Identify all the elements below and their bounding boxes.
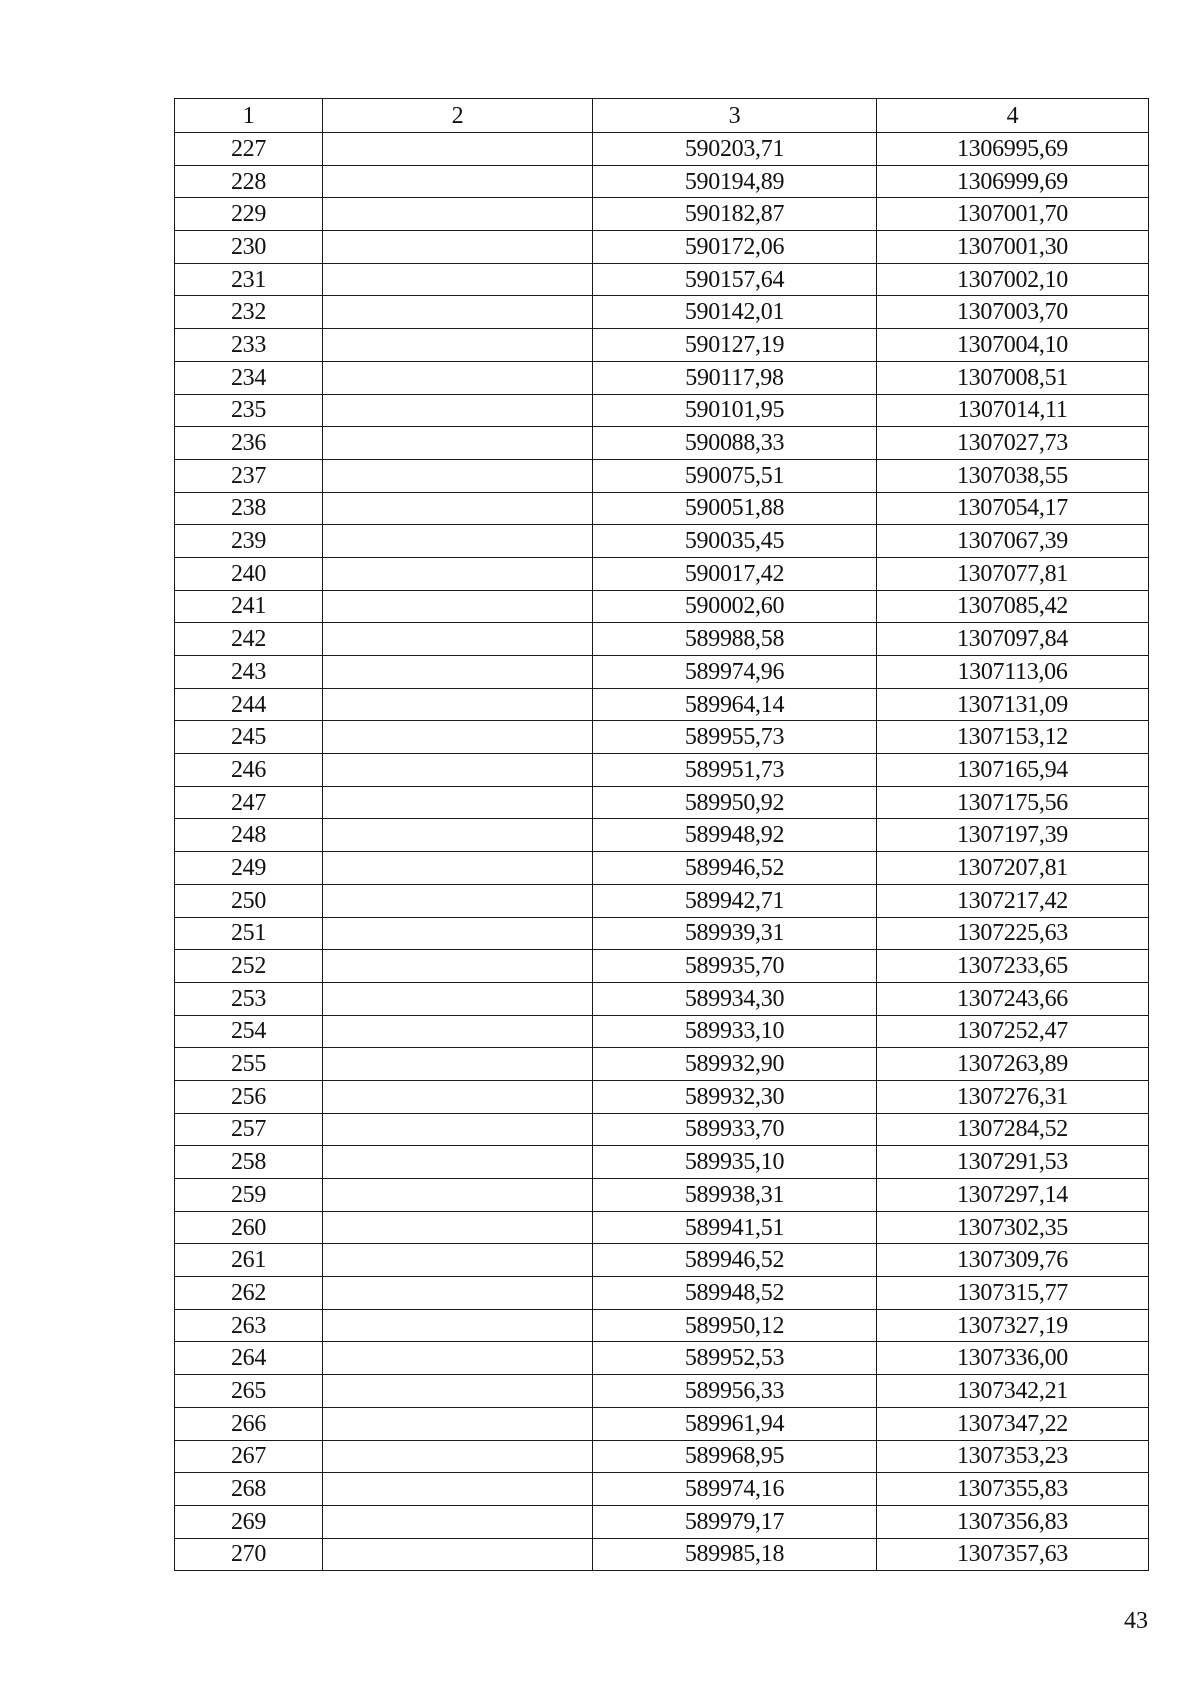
table-row: [175, 557, 1149, 590]
point-number-cell: 253: [175, 982, 323, 1015]
description-cell: [323, 394, 593, 427]
point-number-cell: 262: [175, 1277, 323, 1310]
y-coordinate-cell: 1307309,76: [877, 1244, 1149, 1277]
y-coordinate-cell: 1307197,39: [877, 819, 1149, 852]
description-cell: [323, 1473, 593, 1506]
table-row: [175, 590, 1149, 623]
table-row: [175, 1048, 1149, 1081]
y-coordinate-cell: 1307001,30: [877, 231, 1149, 264]
column-header-2: 2: [323, 99, 593, 133]
x-coordinate-cell: 590075,51: [593, 459, 877, 492]
description-cell: [323, 852, 593, 885]
y-coordinate-cell: 1307356,83: [877, 1505, 1149, 1538]
table-row: [175, 1146, 1149, 1179]
description-cell: [323, 1309, 593, 1342]
y-coordinate-cell: 1307077,81: [877, 557, 1149, 590]
x-coordinate-cell: 590101,95: [593, 394, 877, 427]
x-coordinate-cell: 589950,92: [593, 786, 877, 819]
point-number-cell: 254: [175, 1015, 323, 1048]
y-coordinate-cell: 1307207,81: [877, 852, 1149, 885]
table-row: [175, 721, 1149, 754]
x-coordinate-cell: 589935,70: [593, 950, 877, 983]
x-coordinate-cell: 590142,01: [593, 296, 877, 329]
x-coordinate-cell: 589985,18: [593, 1538, 877, 1571]
x-coordinate-cell: 589942,71: [593, 884, 877, 917]
x-coordinate-cell: 590017,42: [593, 557, 877, 590]
y-coordinate-cell: 1307302,35: [877, 1211, 1149, 1244]
y-coordinate-cell: 1307353,23: [877, 1440, 1149, 1473]
x-coordinate-cell: 589951,73: [593, 754, 877, 787]
table-row: [175, 427, 1149, 460]
description-cell: [323, 1211, 593, 1244]
description-cell: [323, 361, 593, 394]
description-cell: [323, 1440, 593, 1473]
table-row: [175, 852, 1149, 885]
x-coordinate-cell: 589939,31: [593, 917, 877, 950]
y-coordinate-cell: 1307002,10: [877, 263, 1149, 296]
table-row: [175, 1538, 1149, 1571]
y-coordinate-cell: 1307291,53: [877, 1146, 1149, 1179]
y-coordinate-cell: 1307008,51: [877, 361, 1149, 394]
description-cell: [323, 688, 593, 721]
description-cell: [323, 1015, 593, 1048]
table-row: [175, 394, 1149, 427]
description-cell: [323, 1505, 593, 1538]
point-number-cell: 242: [175, 623, 323, 656]
point-number-cell: 268: [175, 1473, 323, 1506]
y-coordinate-cell: 1307004,10: [877, 329, 1149, 362]
coordinates-table: [174, 98, 1149, 1571]
point-number-cell: 267: [175, 1440, 323, 1473]
x-coordinate-cell: 589933,10: [593, 1015, 877, 1048]
y-coordinate-cell: 1307067,39: [877, 525, 1149, 558]
table-row: [175, 165, 1149, 198]
x-coordinate-cell: 589933,70: [593, 1113, 877, 1146]
point-number-cell: 252: [175, 950, 323, 983]
point-number-cell: 249: [175, 852, 323, 885]
x-coordinate-cell: 589946,52: [593, 1244, 877, 1277]
column-header-3: 3: [593, 99, 877, 133]
x-coordinate-cell: 589964,14: [593, 688, 877, 721]
page-number: 43: [1124, 1608, 1148, 1634]
point-number-cell: 264: [175, 1342, 323, 1375]
description-cell: [323, 1244, 593, 1277]
table-row: [175, 263, 1149, 296]
y-coordinate-cell: 1307131,09: [877, 688, 1149, 721]
y-coordinate-cell: 1306999,69: [877, 165, 1149, 198]
point-number-cell: 234: [175, 361, 323, 394]
description-cell: [323, 459, 593, 492]
y-coordinate-cell: 1307054,17: [877, 492, 1149, 525]
description-cell: [323, 557, 593, 590]
point-number-cell: 229: [175, 198, 323, 231]
point-number-cell: 259: [175, 1179, 323, 1212]
description-cell: [323, 329, 593, 362]
point-number-cell: 257: [175, 1113, 323, 1146]
description-cell: [323, 982, 593, 1015]
description-cell: [323, 754, 593, 787]
y-coordinate-cell: 1307097,84: [877, 623, 1149, 656]
description-cell: [323, 1538, 593, 1571]
description-cell: [323, 950, 593, 983]
x-coordinate-cell: 590157,64: [593, 263, 877, 296]
point-number-cell: 233: [175, 329, 323, 362]
table-body: [175, 133, 1149, 1571]
point-number-cell: 251: [175, 917, 323, 950]
header-row: [175, 99, 1149, 133]
point-number-cell: 246: [175, 754, 323, 787]
point-number-cell: 238: [175, 492, 323, 525]
x-coordinate-cell: 589974,96: [593, 656, 877, 689]
x-coordinate-cell: 589932,90: [593, 1048, 877, 1081]
y-coordinate-cell: 1307038,55: [877, 459, 1149, 492]
point-number-cell: 265: [175, 1375, 323, 1408]
description-cell: [323, 1407, 593, 1440]
point-number-cell: 247: [175, 786, 323, 819]
y-coordinate-cell: 1307284,52: [877, 1113, 1149, 1146]
table-row: [175, 1080, 1149, 1113]
table-row: [175, 1505, 1149, 1538]
point-number-cell: 266: [175, 1407, 323, 1440]
y-coordinate-cell: 1307276,31: [877, 1080, 1149, 1113]
description-cell: [323, 1179, 593, 1212]
point-number-cell: 250: [175, 884, 323, 917]
description-cell: [323, 1342, 593, 1375]
x-coordinate-cell: 589948,92: [593, 819, 877, 852]
y-coordinate-cell: 1307001,70: [877, 198, 1149, 231]
y-coordinate-cell: 1307243,66: [877, 982, 1149, 1015]
table-row: [175, 819, 1149, 852]
point-number-cell: 244: [175, 688, 323, 721]
y-coordinate-cell: 1307003,70: [877, 296, 1149, 329]
table-row: [175, 884, 1149, 917]
table-row: [175, 133, 1149, 166]
table-row: [175, 198, 1149, 231]
description-cell: [323, 1375, 593, 1408]
x-coordinate-cell: 590051,88: [593, 492, 877, 525]
point-number-cell: 245: [175, 721, 323, 754]
point-number-cell: 270: [175, 1538, 323, 1571]
y-coordinate-cell: 1307085,42: [877, 590, 1149, 623]
description-cell: [323, 263, 593, 296]
x-coordinate-cell: 589935,10: [593, 1146, 877, 1179]
table-row: [175, 1309, 1149, 1342]
y-coordinate-cell: 1307175,56: [877, 786, 1149, 819]
y-coordinate-cell: 1307336,00: [877, 1342, 1149, 1375]
description-cell: [323, 1277, 593, 1310]
point-number-cell: 231: [175, 263, 323, 296]
description-cell: [323, 590, 593, 623]
point-number-cell: 243: [175, 656, 323, 689]
point-number-cell: 269: [175, 1505, 323, 1538]
table-row: [175, 656, 1149, 689]
x-coordinate-cell: 589946,52: [593, 852, 877, 885]
x-coordinate-cell: 589934,30: [593, 982, 877, 1015]
y-coordinate-cell: 1307263,89: [877, 1048, 1149, 1081]
description-cell: [323, 656, 593, 689]
x-coordinate-cell: 589974,16: [593, 1473, 877, 1506]
table-row: [175, 1211, 1149, 1244]
table-row: [175, 459, 1149, 492]
point-number-cell: 228: [175, 165, 323, 198]
y-coordinate-cell: 1307347,22: [877, 1407, 1149, 1440]
description-cell: [323, 231, 593, 264]
y-coordinate-cell: 1307297,14: [877, 1179, 1149, 1212]
x-coordinate-cell: 590194,89: [593, 165, 877, 198]
table-row: [175, 361, 1149, 394]
description-cell: [323, 525, 593, 558]
y-coordinate-cell: 1307315,77: [877, 1277, 1149, 1310]
x-coordinate-cell: 589955,73: [593, 721, 877, 754]
x-coordinate-cell: 589952,53: [593, 1342, 877, 1375]
x-coordinate-cell: 590172,06: [593, 231, 877, 264]
x-coordinate-cell: 590035,45: [593, 525, 877, 558]
description-cell: [323, 296, 593, 329]
point-number-cell: 239: [175, 525, 323, 558]
x-coordinate-cell: 590182,87: [593, 198, 877, 231]
y-coordinate-cell: 1307233,65: [877, 950, 1149, 983]
description-cell: [323, 917, 593, 950]
point-number-cell: 232: [175, 296, 323, 329]
point-number-cell: 261: [175, 1244, 323, 1277]
x-coordinate-cell: 589941,51: [593, 1211, 877, 1244]
x-coordinate-cell: 589961,94: [593, 1407, 877, 1440]
table-row: [175, 525, 1149, 558]
x-coordinate-cell: 590127,19: [593, 329, 877, 362]
x-coordinate-cell: 589956,33: [593, 1375, 877, 1408]
x-coordinate-cell: 590203,71: [593, 133, 877, 166]
point-number-cell: 248: [175, 819, 323, 852]
x-coordinate-cell: 589948,52: [593, 1277, 877, 1310]
point-number-cell: 256: [175, 1080, 323, 1113]
column-header-1: 1: [175, 99, 323, 133]
description-cell: [323, 1146, 593, 1179]
point-number-cell: 227: [175, 133, 323, 166]
description-cell: [323, 786, 593, 819]
y-coordinate-cell: 1307225,63: [877, 917, 1149, 950]
y-coordinate-cell: 1307113,06: [877, 656, 1149, 689]
x-coordinate-cell: 589938,31: [593, 1179, 877, 1212]
y-coordinate-cell: 1307342,21: [877, 1375, 1149, 1408]
y-coordinate-cell: 1307165,94: [877, 754, 1149, 787]
table-row: [175, 982, 1149, 1015]
point-number-cell: 258: [175, 1146, 323, 1179]
y-coordinate-cell: 1307355,83: [877, 1473, 1149, 1506]
y-coordinate-cell: 1307153,12: [877, 721, 1149, 754]
x-coordinate-cell: 590088,33: [593, 427, 877, 460]
table-row: [175, 231, 1149, 264]
y-coordinate-cell: 1306995,69: [877, 133, 1149, 166]
point-number-cell: 236: [175, 427, 323, 460]
x-coordinate-cell: 589950,12: [593, 1309, 877, 1342]
table-row: [175, 1015, 1149, 1048]
point-number-cell: 263: [175, 1309, 323, 1342]
y-coordinate-cell: 1307327,19: [877, 1309, 1149, 1342]
description-cell: [323, 623, 593, 656]
y-coordinate-cell: 1307217,42: [877, 884, 1149, 917]
x-coordinate-cell: 589968,95: [593, 1440, 877, 1473]
description-cell: [323, 819, 593, 852]
description-cell: [323, 1113, 593, 1146]
y-coordinate-cell: 1307014,11: [877, 394, 1149, 427]
x-coordinate-cell: 589988,58: [593, 623, 877, 656]
description-cell: [323, 427, 593, 460]
x-coordinate-cell: 589979,17: [593, 1505, 877, 1538]
table-row: [175, 296, 1149, 329]
description-cell: [323, 165, 593, 198]
description-cell: [323, 198, 593, 231]
table-row: [175, 1342, 1149, 1375]
y-coordinate-cell: 1307252,47: [877, 1015, 1149, 1048]
point-number-cell: 240: [175, 557, 323, 590]
table-row: [175, 623, 1149, 656]
description-cell: [323, 884, 593, 917]
table-row: [175, 688, 1149, 721]
table-row: [175, 1277, 1149, 1310]
y-coordinate-cell: 1307027,73: [877, 427, 1149, 460]
table-row: [175, 1375, 1149, 1408]
point-number-cell: 255: [175, 1048, 323, 1081]
point-number-cell: 237: [175, 459, 323, 492]
column-header-4: 4: [877, 99, 1149, 133]
table-row: [175, 950, 1149, 983]
table-header: [175, 99, 1149, 133]
description-cell: [323, 492, 593, 525]
table-row: [175, 1179, 1149, 1212]
x-coordinate-cell: 590117,98: [593, 361, 877, 394]
description-cell: [323, 1080, 593, 1113]
table-row: [175, 1440, 1149, 1473]
table-row: [175, 329, 1149, 362]
point-number-cell: 241: [175, 590, 323, 623]
x-coordinate-cell: 589932,30: [593, 1080, 877, 1113]
table-row: [175, 1244, 1149, 1277]
table-row: [175, 917, 1149, 950]
description-cell: [323, 133, 593, 166]
table-row: [175, 754, 1149, 787]
table-row: [175, 1113, 1149, 1146]
table-row: [175, 1407, 1149, 1440]
point-number-cell: 230: [175, 231, 323, 264]
description-cell: [323, 721, 593, 754]
description-cell: [323, 1048, 593, 1081]
point-number-cell: 260: [175, 1211, 323, 1244]
table-row: [175, 786, 1149, 819]
y-coordinate-cell: 1307357,63: [877, 1538, 1149, 1571]
table-row: [175, 1473, 1149, 1506]
x-coordinate-cell: 590002,60: [593, 590, 877, 623]
point-number-cell: 235: [175, 394, 323, 427]
table-row: [175, 492, 1149, 525]
